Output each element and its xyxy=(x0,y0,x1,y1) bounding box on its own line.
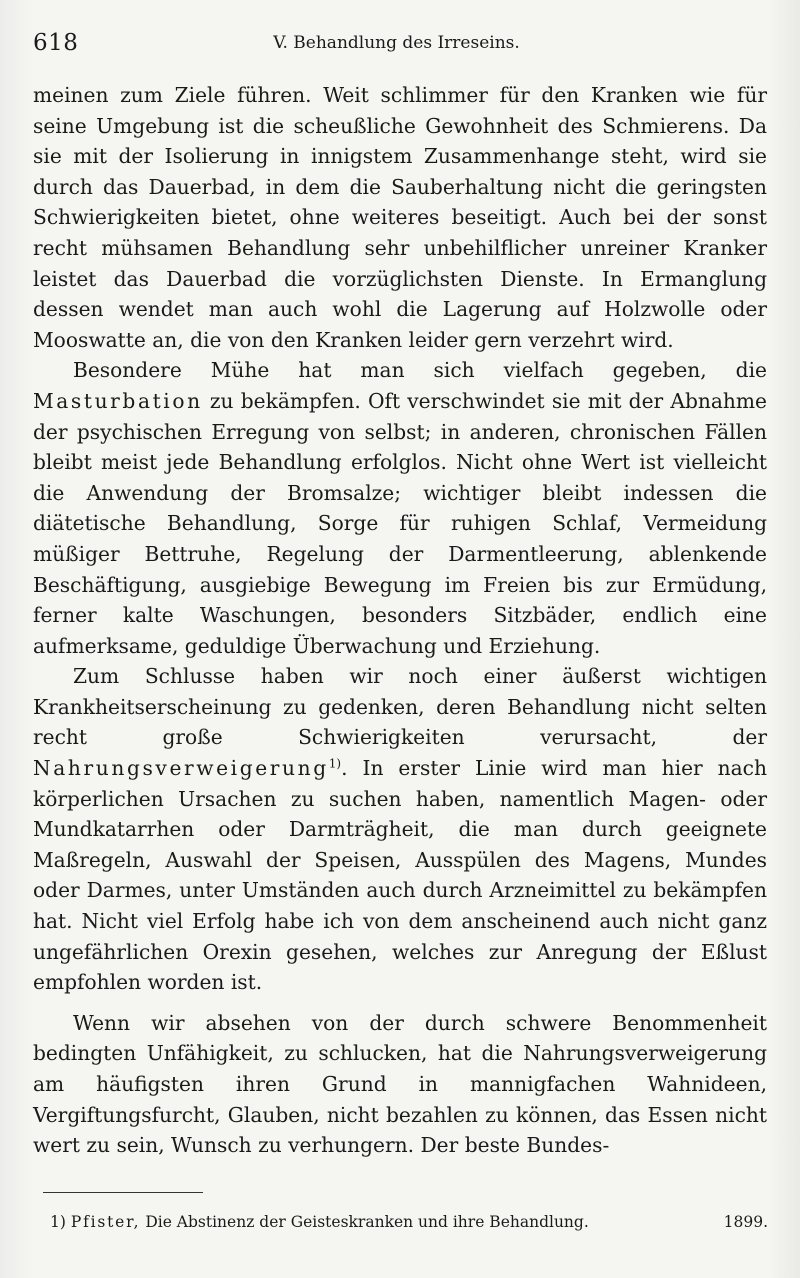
page-header xyxy=(33,30,760,60)
paragraph-4: Wenn wir absehen von der durch schwere Benommenheit bedingten Unfähigkeit, zu schlucken, hat die Nahrungsverweigerung am häufigsten ihren Grund in mannigfachen Wahnideen, Vergiftungsfurcht, Glauben, nicht bezahlen zu können, das Essen nicht wert zu sein, Wunsch zu verhungern. Der beste Bundes- xyxy=(33,1010,767,1158)
paragraph-2-text-end: zu bekämpfen. Oft verschwindet sie mit der Abnahme der psychischen Erregung von selbst; in anderen, chronischen Fällen bleibt meist jede Behandlung erfolglos. Nicht ohne Wert ist vielleicht die Anwendung der Bromsalze; wichtiger bleibt indessen die diätetische Behandlung, Sorge für ruhigen Schlaf, Vermeidung müßiger Bettruhe, Regelung der Darmentleerung, ablenkende Beschäftigung, ausgiebige Bewegung im Freien bis zur Ermüdung, ferner kalte Waschungen, besonders Sitzbäder, endlich eine aufmerksame, geduldige Überwachung und Erziehung. xyxy=(33,388,767,658)
footnote-title: Die Abstinenz der Geisteskranken und ihre Behandlung. xyxy=(145,1213,589,1231)
running-head: V. Behandlung des Irreseins. xyxy=(273,33,520,53)
page-number: 618 xyxy=(33,30,79,56)
footnote-year: 1899. xyxy=(723,1213,768,1231)
paragraph-3-text-end: . In erster Linie wird man hier nach körperlichen Ursachen zu suchen haben, namentlich Magen- oder Mundkatarrhen oder Darmträgheit, die man durch geeignete Maßregeln, Auswahl der Speisen, Ausspülen des Magens, Mundes oder Darmes, unter Umständen auch durch Arzneimittel zu bekämpfen hat. Nicht viel Erfolg habe ich von dem anscheinend auch nicht ganz ungefährlichen Orexin gesehen, welches zur Anregung der Eßlust empfohlen worden ist. xyxy=(33,756,767,995)
paragraph-3 xyxy=(33,661,767,998)
footnote-text xyxy=(50,1211,589,1233)
paragraph-3-text-start: Zum Schlusse haben wir noch einer äußerst wichtigen Krankheitserscheinung zu gedenken, deren Behandlung nicht selten recht große Schwierigkeiten verursacht, der xyxy=(33,664,767,750)
paragraph-2-text-start: Besondere Mühe hat man sich vielfach gegeben, die xyxy=(73,358,767,383)
paragraph-1: meinen zum Ziele führen. Weit schlimmer für den Kranken wie für seine Umgebung ist die scheußliche Gewohnheit des Schmierens. Da sie mit der Isolierung in innigstem Zusammenhange steht, wird sie durch das Dauerbad, in dem die Sauberhaltung nicht die geringsten Schwierigkeiten bietet, ohne weiteres beseitigt. Auch bei der sonst recht mühsamen Behandlung sehr unbehilflicher unreiner Kranker leistet das Dauerbad die vorzüglichsten Dienste. In Ermanglung dessen wendet man auch wohl die Lagerung auf Holzwolle oder Mooswatte an, die von den Kranken leider gern verzehrt wird. xyxy=(33,83,767,352)
footnote-marker: 1) xyxy=(50,1213,66,1231)
footnote xyxy=(50,1211,768,1233)
footnote-author: Pfister, xyxy=(70,1213,141,1231)
body-text xyxy=(33,80,767,1161)
term-masturbation: Masturbation xyxy=(33,388,203,413)
term-nahrungsverweigerung: Nahrungsverweigerung xyxy=(33,756,329,781)
paragraph-2 xyxy=(33,355,767,661)
footnote-reference[interactable]: 1) xyxy=(328,756,342,771)
footnote-divider xyxy=(43,1192,203,1193)
